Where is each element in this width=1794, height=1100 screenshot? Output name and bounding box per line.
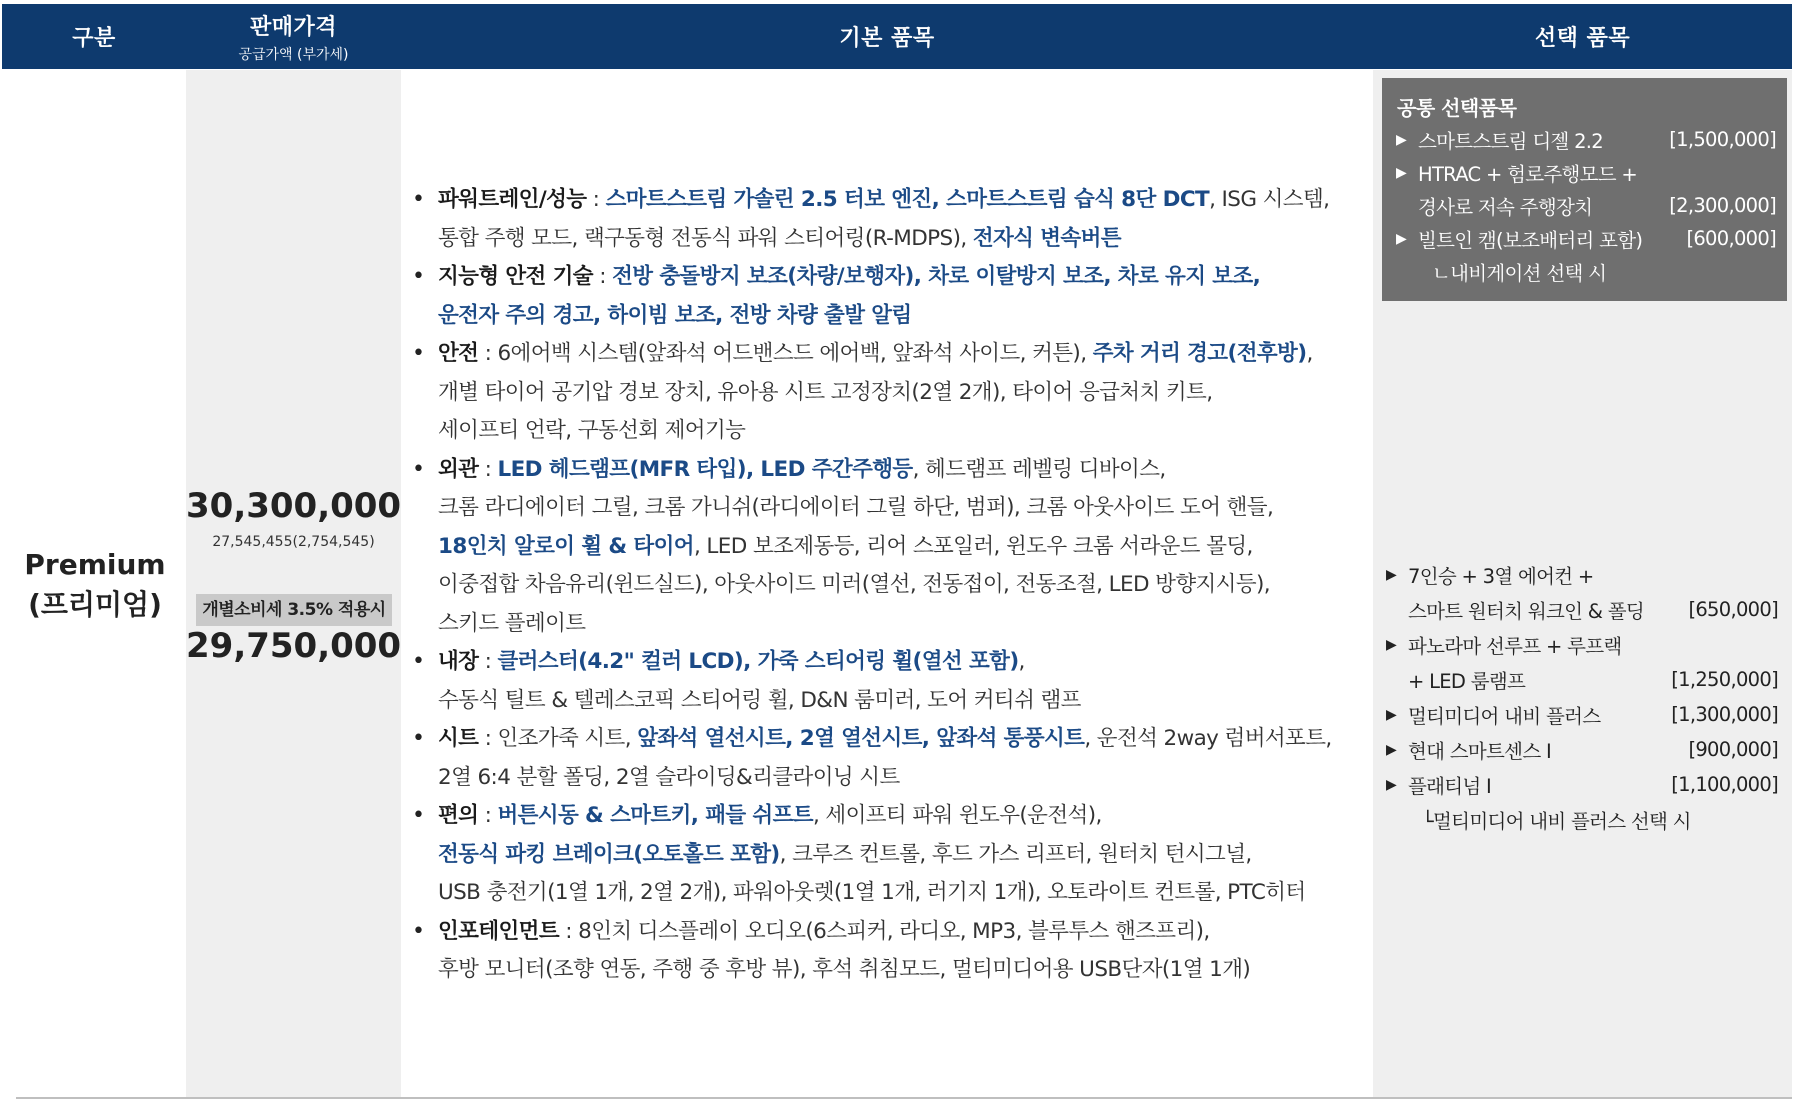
- trim-option-row: [1386, 733, 1778, 766]
- common-option-row: [1396, 222, 1776, 255]
- common-option-price: [600,000]: [1686, 227, 1776, 250]
- trim-option-price: [1,250,000]: [1671, 668, 1778, 691]
- basic-item-label: 내장: [438, 649, 479, 674]
- basic-item-highlight: 전자식 변속버튼: [972, 225, 1121, 251]
- triangle-right-icon: ▶: [1386, 636, 1397, 653]
- common-option-label: 빌트인 캠(보조배터리 포함): [1418, 228, 1643, 252]
- basic-item-highlight: 스마트스트림 가솔린 2.5 터보 엔진, 스마트스트림 습식 8단 DCT: [605, 187, 1210, 212]
- basic-item-text: :: [592, 264, 613, 289]
- bullet-icon: •: [412, 341, 425, 366]
- price-supply: 27,545,455(2,754,545): [212, 534, 375, 550]
- bullet-icon: •: [412, 456, 425, 482]
- basic-item-line: [438, 528, 1362, 567]
- trim-option-price: [900,000]: [1688, 738, 1778, 761]
- basic-item-line: [438, 451, 1362, 490]
- basic-item-text: 크롬 라디에이터 그릴, 크롬 가니쉬(라디에이터 그릴 하단, 범퍼), 크롬 아웃사이드 도어 핸들,: [438, 495, 1274, 520]
- header-price-sublabel: 공급가액 (부가세): [238, 46, 349, 63]
- bullet-icon: •: [412, 264, 425, 289]
- trim-option-row: [1386, 593, 1778, 626]
- header-basic: [401, 4, 1373, 69]
- basic-item-group: [412, 451, 1362, 644]
- common-option-row: [1396, 189, 1776, 222]
- header-category-label: 구분: [72, 26, 116, 51]
- common-option-label: HTRAC + 험로주행모드 +: [1418, 162, 1638, 186]
- basic-item-label: 인포테인먼트: [438, 918, 560, 944]
- basic-item-text: 후방 모니터(조향 연동, 주행 중 후방 뷰), 후석 취침모드, 멀티미디어용 USB단자(1열 1개): [438, 957, 1251, 982]
- trim-option-row: [1386, 663, 1778, 696]
- basic-item-text: , 세이프티 파워 윈도우(운전석),: [812, 803, 1102, 828]
- basic-item-text: 스키드 플레이트: [438, 610, 586, 636]
- basic-item-highlight: 앞좌석 열선시트, 2열 열선시트, 앞좌석 통풍시트: [637, 726, 1085, 751]
- trim-option-label: 현대 스마트센스 Ⅰ: [1408, 739, 1552, 763]
- basic-item-line: [438, 682, 1362, 721]
- basic-item-text: :: [478, 803, 498, 828]
- basic-item-text: , 운전석 2way 럼버서포트,: [1084, 726, 1332, 751]
- basic-item-text: , ISG 시스템,: [1209, 187, 1330, 212]
- basic-item-highlight: 전동식 파킹 브레이크(오토홀드 포함): [438, 841, 780, 867]
- trim-name: [20, 545, 170, 625]
- basic-item-text: , 크루즈 컨트롤, 후드 가스 리프터, 원터치 턴시그널,: [779, 841, 1252, 867]
- basic-item-text: : 8인치 디스플레이 오디오(6스피커, 라디오, MP3, 블루투스 핸즈프리),: [559, 918, 1210, 944]
- triangle-right-icon: ▶: [1396, 230, 1407, 247]
- header-option-label: 선택 품목: [1534, 26, 1631, 51]
- trim-option-label: 파노라마 선루프 + 루프랙: [1408, 634, 1622, 658]
- bullet-icon: •: [412, 187, 425, 212]
- table-header: [2, 4, 1792, 69]
- basic-item-text: , LED 보조제동등, 리어 스포일러, 윈도우 크롬 서라운드 몰딩,: [693, 533, 1253, 559]
- basic-item-line: [438, 412, 1362, 451]
- basic-item-label: 편의: [438, 803, 479, 828]
- header-category: [2, 4, 186, 69]
- table-bottom-rule: [16, 1097, 1792, 1099]
- common-option-price: [1,500,000]: [1669, 128, 1776, 151]
- basic-item-highlight: 주차 거리 경고(전후방): [1092, 341, 1307, 366]
- common-options-title: 공통 선택품목: [1397, 96, 1517, 120]
- basic-item-group: [412, 913, 1362, 990]
- basic-item-text: 수동식 틸트 & 텔레스코픽 스티어링 휠, D&N 룸미러, 도어 커티쉬 램프: [438, 687, 1081, 713]
- basic-item-group: [412, 258, 1362, 335]
- trim-option-row: [1386, 628, 1778, 661]
- basic-item-text: USB 충전기(1열 1개, 2열 2개), 파워아웃렛(1열 1개, 러기지 1개), 오토라이트 컨트롤, PTC히터: [438, 880, 1306, 905]
- basic-item-label: 지능형 안전 기술: [438, 264, 593, 289]
- basic-item-highlight: 운전자 주의 경고, 하이빔 보조, 전방 차량 출발 알림: [438, 302, 912, 328]
- basic-item-text: 이중접합 차음유리(윈드실드), 아웃사이드 미러(열선, 전동접이, 전동조절, LED 방향지시등),: [438, 572, 1271, 597]
- trim-option-row: [1386, 768, 1778, 801]
- basic-item-group: [412, 643, 1362, 720]
- common-option-price: [2,300,000]: [1669, 194, 1776, 217]
- basic-item-group: [412, 720, 1362, 797]
- basic-item-line: [438, 836, 1362, 875]
- basic-item-highlight: 버튼시동 & 스마트키, 패들 쉬프트: [497, 803, 813, 828]
- trim-option-price: [1,100,000]: [1671, 773, 1778, 796]
- price-tax-applied: 29,750,000: [186, 626, 402, 666]
- basic-item-text: 개별 타이어 공기압 경보 장치, 유아용 시트 고정장치(2열 2개), 타이어 응급처치 키트,: [438, 379, 1213, 405]
- trim-option-price: [1,300,000]: [1671, 703, 1778, 726]
- common-option-label: 스마트스트림 디젤 2.2: [1418, 129, 1604, 153]
- basic-item-line: [438, 913, 1362, 952]
- bullet-icon: •: [412, 726, 425, 751]
- basic-item-label: 시트: [438, 726, 479, 751]
- basic-item-group: [412, 797, 1362, 913]
- basic-item-line: [438, 297, 1362, 336]
- trim-option-label: 7인승 + 3열 에어컨 +: [1408, 564, 1594, 588]
- common-option-label: 경사로 저속 주행장치: [1418, 195, 1593, 219]
- basic-item-text: :: [586, 187, 606, 212]
- trim-option-row: [1386, 803, 1778, 836]
- trim-option-price: [650,000]: [1688, 598, 1778, 621]
- triangle-right-icon: ▶: [1396, 164, 1407, 181]
- trim-name-ko: (프리미엄): [28, 588, 162, 621]
- bullet-icon: •: [412, 649, 425, 674]
- basic-item-text: 2열 6:4 분할 폴딩, 2열 슬라이딩&리클라이닝 시트: [438, 764, 900, 790]
- basic-item-line: [438, 951, 1362, 990]
- basic-item-text: : 인조가죽 시트,: [478, 726, 638, 751]
- basic-item-line: [438, 566, 1362, 605]
- basic-item-label: 외관: [438, 456, 479, 482]
- trim-option-label: 플래티넘 Ⅰ: [1408, 774, 1492, 798]
- basic-item-line: [438, 220, 1362, 259]
- basic-item-line: [438, 797, 1362, 836]
- common-option-row: [1396, 255, 1776, 288]
- basic-items-list: [412, 181, 1362, 990]
- basic-item-text: : 6에어백 시스템(앞좌석 어드밴스드 에어백, 앞좌석 사이드, 커튼),: [478, 341, 1093, 366]
- tax-badge: 개별소비세 3.5% 적용시: [196, 594, 392, 626]
- basic-item-text: 세이프티 언락, 구동선회 제어기능: [438, 418, 746, 443]
- basic-item-text: 통합 주행 모드, 랙구동형 전동식 파워 스티어링(R-MDPS),: [438, 225, 973, 251]
- basic-item-text: :: [478, 456, 498, 482]
- basic-item-line: [438, 874, 1362, 913]
- header-price: [186, 4, 401, 69]
- triangle-right-icon: ▶: [1396, 131, 1407, 148]
- bullet-icon: •: [412, 918, 425, 944]
- trim-option-row: [1386, 698, 1778, 731]
- basic-item-line: [438, 335, 1362, 374]
- basic-item-text: ,: [1306, 341, 1313, 366]
- basic-item-line: [438, 605, 1362, 644]
- basic-item-text: :: [478, 649, 498, 674]
- basic-item-text: , 헤드램프 레벨링 디바이스,: [912, 456, 1166, 482]
- basic-item-text: ,: [1018, 649, 1025, 674]
- header-basic-label: 기본 품목: [839, 26, 935, 51]
- basic-item-highlight: 전방 충돌방지 보조(차량/보행자), 차로 이탈방지 보조, 차로 유지 보조,: [612, 264, 1261, 289]
- triangle-right-icon: ▶: [1386, 566, 1397, 583]
- basic-item-line: [438, 759, 1362, 798]
- common-option-label: ㄴ내비게이션 선택 시: [1432, 261, 1607, 285]
- basic-item-line: [438, 374, 1362, 413]
- basic-item-line: [438, 643, 1362, 682]
- price-column: [186, 70, 401, 1098]
- common-options-box: [1382, 78, 1787, 301]
- trim-option-label: 멀티미디어 내비 플러스: [1408, 704, 1601, 728]
- basic-item-highlight: 클러스터(4.2" 컬러 LCD), 가죽 스티어링 휠(열선 포함): [497, 649, 1019, 674]
- price-main: 30,300,000: [186, 486, 402, 526]
- common-option-row: [1396, 123, 1776, 156]
- trim-option-label: + LED 룸램프: [1408, 669, 1526, 693]
- basic-item-group: [412, 335, 1362, 451]
- triangle-right-icon: ▶: [1386, 776, 1397, 793]
- header-price-label: 판매가격: [249, 14, 337, 40]
- trim-option-label: └멀티미디어 내비 플러스 선택 시: [1422, 809, 1691, 833]
- basic-item-group: [412, 181, 1362, 258]
- triangle-right-icon: ▶: [1386, 706, 1397, 723]
- basic-item-line: [438, 489, 1362, 528]
- basic-item-label: 파워트레인/성능: [438, 187, 587, 212]
- basic-item-line: [438, 720, 1362, 759]
- common-option-row: [1396, 156, 1776, 189]
- triangle-right-icon: ▶: [1386, 741, 1397, 758]
- trim-option-label: 스마트 원터치 워크인 & 폴딩: [1408, 599, 1645, 623]
- trim-name-en: Premium: [24, 548, 166, 581]
- basic-item-highlight: 18인치 알로이 휠 & 타이어: [438, 533, 694, 559]
- basic-item-highlight: LED 헤드램프(MFR 타입), LED 주간주행등: [497, 456, 913, 482]
- basic-item-label: 안전: [438, 341, 479, 366]
- bullet-icon: •: [412, 803, 425, 828]
- basic-item-line: [438, 258, 1362, 297]
- trim-option-row: [1386, 558, 1778, 591]
- header-option: [1373, 4, 1792, 69]
- basic-item-line: [438, 181, 1362, 220]
